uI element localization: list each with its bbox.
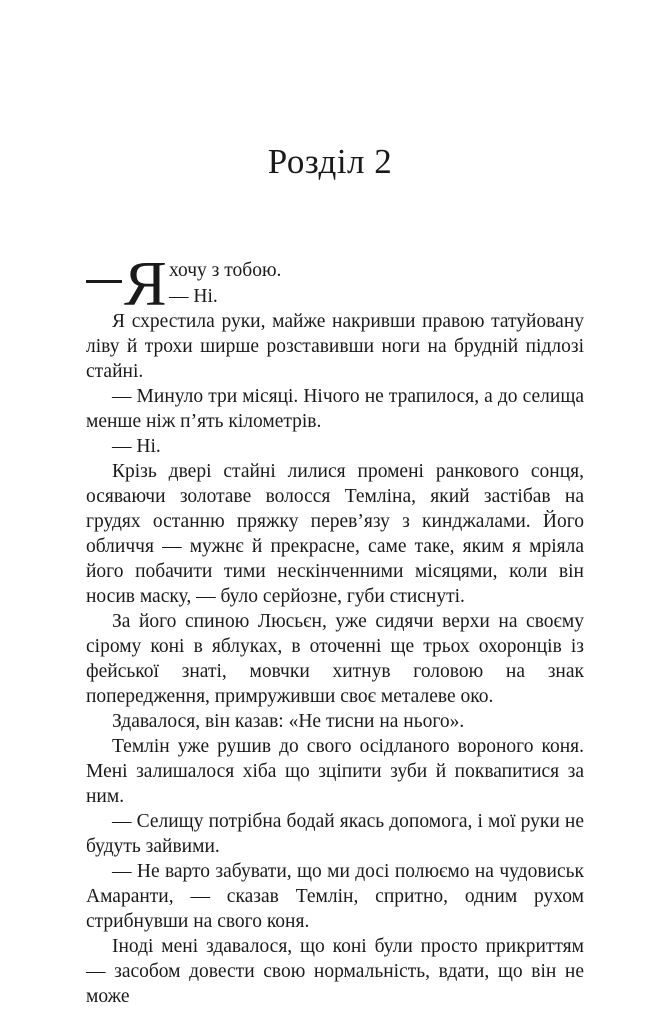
chapter-title: Розділ 2 [267,142,393,181]
paragraph: — Ні. [112,436,161,457]
paragraph: Темлін уже рушив до свого осідланого вороного коня. Мені залишалося хіба що зціпити зуби й поквапитися за ним. [86,736,584,807]
drop-dash [86,280,122,283]
paragraph: За його спиною Люсьєн, уже сидячи верхи на своєму сірому коні в яблуках, в оточенні ще трьох охоронців із фейської знаті, мовчки хитнув головою на знак попередження, примруживши своє металеве око. [86,611,584,707]
chapter-opening [86,248,586,319]
paragraph: Іноді мені здавалося, що коні були просто прикриттям — засобом довести свою нормальність, вдати, що він не може [86,936,584,1007]
paragraph: Крізь двері стайні лилися промені ранкового сонця, осяваючи золотаве волосся Темліна, який застібав на грудях останню пряжку перев’язу з кинджалами. Його обличчя — мужнє й прекрасне, саме таке, яким я мріяла його побачити тими нескінченними місяцями, коли він носив маску, — було серйозне, губи стиснуті. [86,461,584,607]
opening-line-2: — Ні. [169,286,218,307]
paragraph: — Не варто забувати, що ми досі полюємо на чудовиськ Амаранти, — сказав Темлін, спритно, одним рухом стрибнувши на свого коня. [86,861,584,932]
paragraph: Здавалося, він казав: «Не тисни на нього». [112,711,465,732]
paragraph: — Селищу потрібна бодай якась допомога, і мої руки не будуть зайвими. [86,811,584,857]
body-text [86,309,584,1009]
drop-cap-letter: Я [124,248,167,319]
opening-line-1: хочу з тобою. [169,260,282,281]
paragraph: Я схрестила руки, майже накривши правою татуйовану ліву й трохи ширше розставивши ноги на брудній підлозі стайні. [86,311,584,382]
paragraph: — Минуло три місяці. Нічого не трапилося, а до селища менше ніж п’ять кілометрів. [86,386,584,432]
